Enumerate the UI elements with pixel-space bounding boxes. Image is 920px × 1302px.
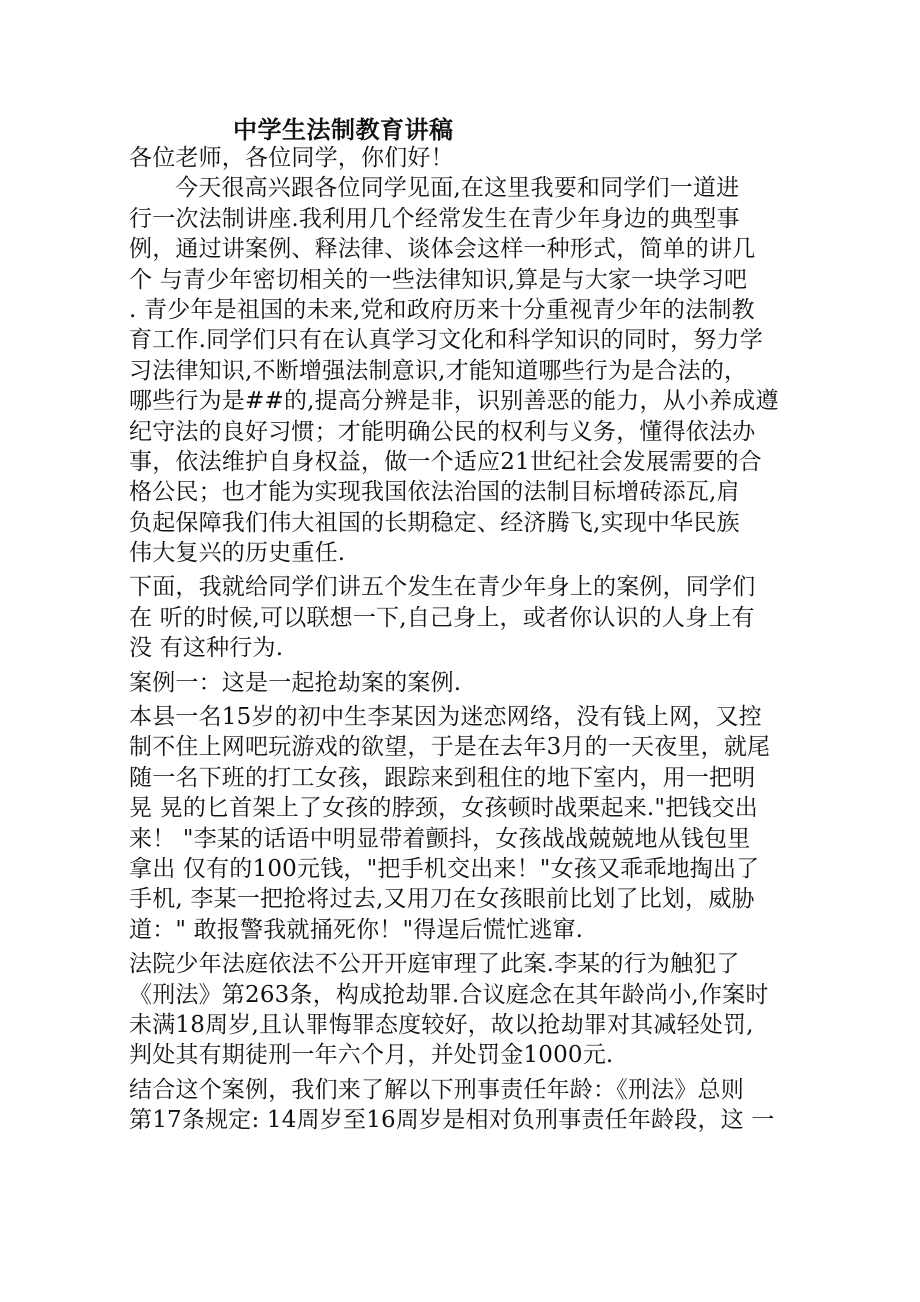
text-line: 伟大复兴的历史重任. [129,540,346,567]
text-line: 今天很高兴跟各位同学见面,在这里我要和同学们一道进 [175,175,740,202]
text-line: 来！ "李某的话语中明显带着颤抖，女孩战战兢兢地从钱包里 [129,825,751,852]
text-line: 在 听的时候,可以联想一下,自己身上，或者你认识的人身上有 [129,604,755,631]
text-line: 例，通过讲案例、释法律、谈体会这样一种形式，简单的讲几 [129,236,756,263]
text-line: 哪些行为是##的,提高分辨是非，识别善恶的能力，从小养成遵 [129,388,779,415]
text-line: 没 有这种行为. [129,635,284,662]
text-line: 判处其有期徒刑一年六个月，并处罚金1000元. [129,1042,614,1069]
text-line: 格公民；也才能为实现我国依法治国的法制目标增砖添瓦,肩 [129,479,740,506]
text-line: 法院少年法庭依法不公开开庭审理了此案.李某的行为触犯了 [129,951,740,978]
document-body [129,143,804,1136]
text-line: 第17条规定: 14周岁至16周岁是相对负刑事责任年龄段，这 一 [129,1107,775,1134]
text-line: 本县一名15岁的初中生李某因为迷恋网络，没有钱上网，又控 [129,704,762,731]
text-line: 习法律知识,不断增强法制意识,才能知道哪些行为是合法的， [129,357,748,384]
text-line: 事，依法维护自身权益，做一个适应21世纪社会发展需要的合 [129,448,762,475]
text-line: . 青少年是祖国的未来,党和政府历来十分重视青少年的法制教 [129,296,755,323]
text-line: 各位老师，各位同学，你们好！ [129,145,454,171]
text-line: 制不住上网吧玩游戏的欲望，于是在去年3月的一天夜里，就尾 [129,734,771,761]
text-line: 结合这个案例，我们来了解以下刑事责任年龄：《刑法》总则 [129,1076,744,1103]
text-line: 晃 晃的匕首架上了女孩的脖颈，女孩顿时战栗起来."把钱交出 [129,795,759,822]
text-line: 手机, 李某一把抢将过去,又用刀在女孩眼前比划了比划，威胁 [129,886,755,913]
text-line: 道：" 敢报警我就捅死你！"得逞后慌忙逃窜. [129,916,584,943]
document-title: 中学生法制教育讲稿 [233,115,454,144]
text-line: 下面，我就给同学们讲五个发生在青少年身上的案例，同学们 [129,574,756,601]
text-line: 纪守法的良好习惯；才能明确公民的权利与义务，懂得依法办 [129,418,756,445]
text-line: 行一次法制讲座.我利用几个经常发生在青少年身边的典型事 [129,205,740,232]
text-line: 随一名下班的打工女孩，跟踪来到租住的地下室内，用一把明 [129,764,756,791]
text-line: 育工作.同学们只有在认真学习文化和科学知识的同时，努力学 [129,327,763,354]
text-line: 案例一：这是一起抢劫案的案例. [129,669,462,696]
text-line: 负起保障我们伟大祖国的长期稳定、经济腾飞,实现中华民族 [129,509,740,536]
text-line: 《刑法》第263条，构成抢劫罪.合议庭念在其年龄尚小,作案时 [129,981,769,1008]
text-line: 拿出 仅有的100元钱，"把手机交出来！"女孩又乖乖地掏出了 [129,855,760,882]
text-line: 个 与青少年密切相关的一些法律知识,算是与大家一块学习吧 [129,266,748,293]
text-line: 未满18周岁,且认罪悔罪态度较好，故以抢劫罪对其减轻处罚, [129,1011,754,1038]
